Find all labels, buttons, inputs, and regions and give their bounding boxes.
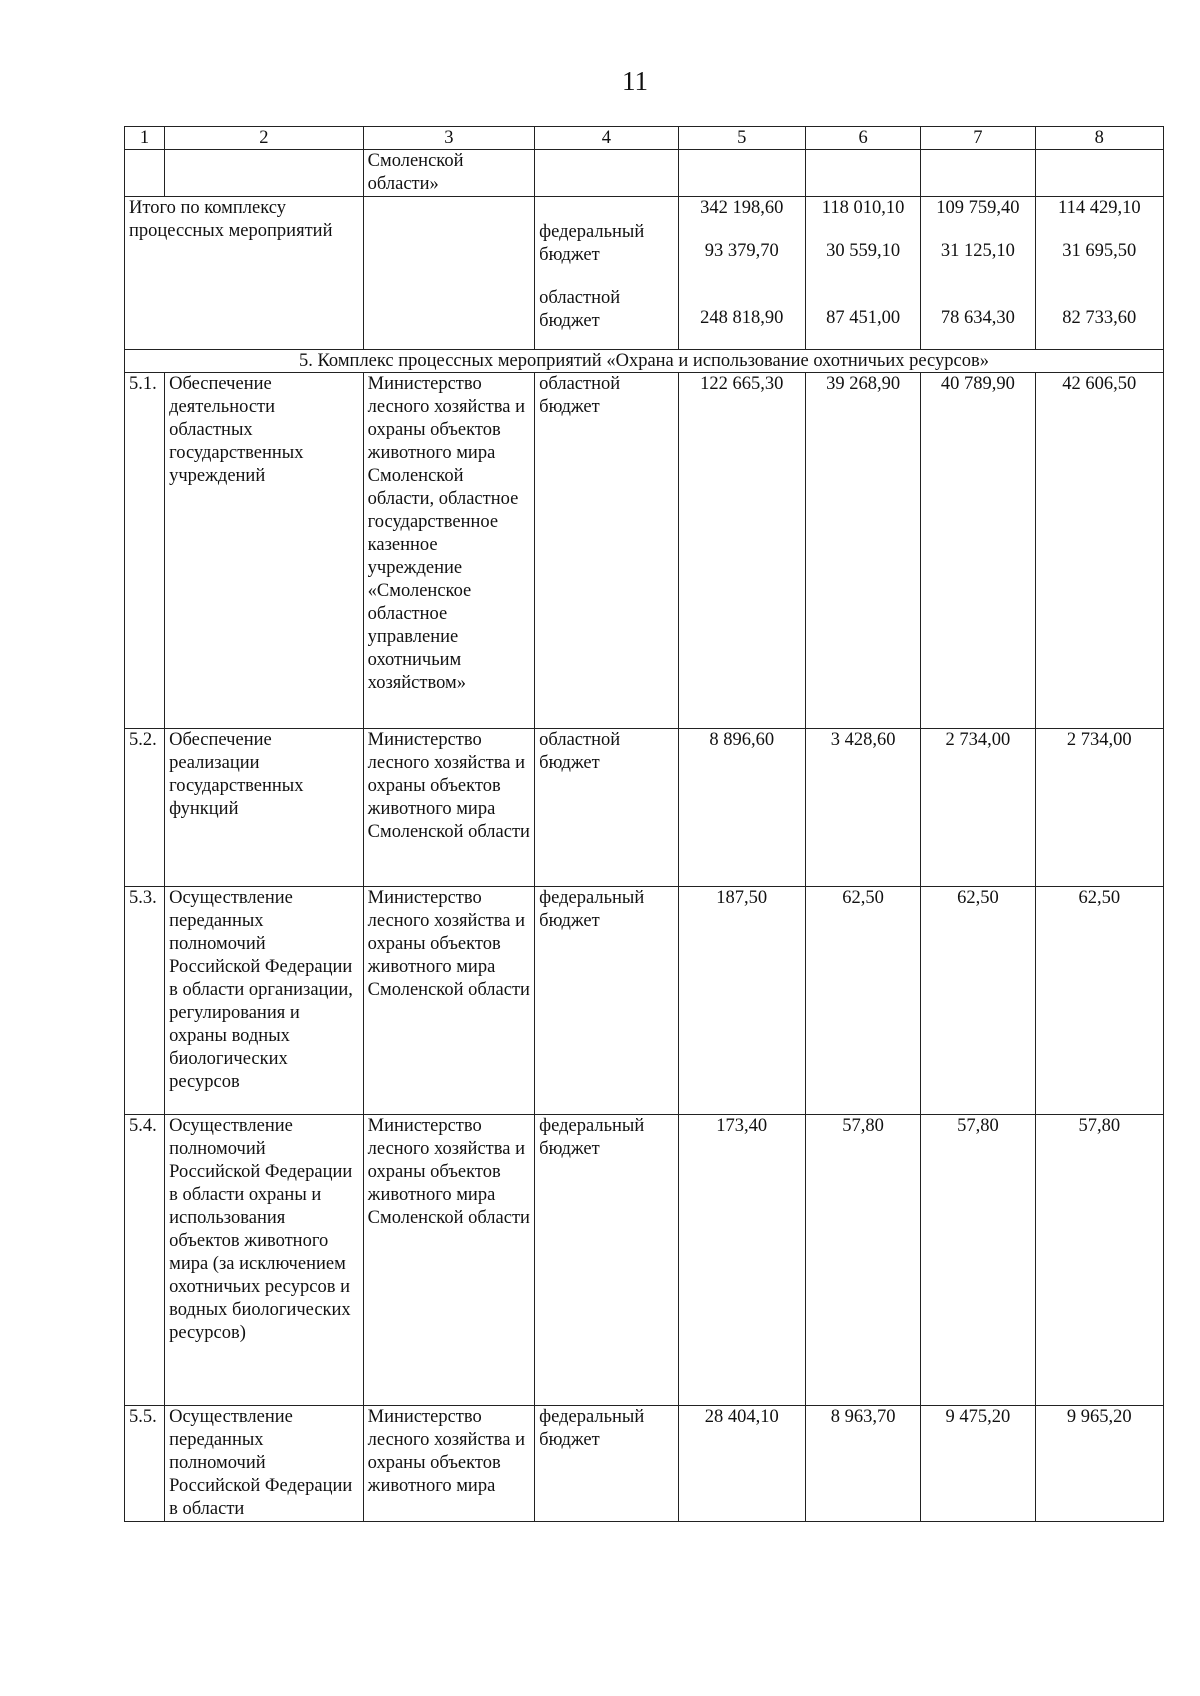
row-number: 5.2. bbox=[125, 729, 165, 887]
row-value: 62,50 bbox=[921, 887, 1035, 1115]
row-value: 2 734,00 bbox=[921, 729, 1035, 887]
row-executor: Министерство лесного хозяйства и охраны объектов животного мира Смоленской области, областное государственное казенное учреждение «Смоленское областное управление охотничьим хозяйством» bbox=[363, 373, 534, 729]
row-number: 5.5. bbox=[125, 1406, 165, 1522]
fed-value: 93 379,70 bbox=[704, 241, 779, 261]
row-number: 5.1. bbox=[125, 373, 165, 729]
table-row bbox=[125, 373, 1164, 729]
header-row bbox=[125, 127, 1164, 150]
fed-value: 30 559,10 bbox=[826, 241, 901, 261]
row-name: Осуществление переданных полномочий Российской Федерации в области организации, регулирования и охраны водных биологических ресурсов bbox=[165, 887, 364, 1115]
obl-value: 78 634,30 bbox=[940, 308, 1015, 328]
row-value: 9 475,20 bbox=[921, 1406, 1035, 1522]
budget-table bbox=[124, 126, 1164, 1522]
row-executor: Министерство лесного хозяйства и охраны объектов животного мира Смоленской области bbox=[363, 1115, 534, 1406]
row-number: 5.4. bbox=[125, 1115, 165, 1406]
fed-value: 31 695,50 bbox=[1062, 241, 1137, 261]
row-value: 187,50 bbox=[678, 887, 805, 1115]
row-value: 40 789,90 bbox=[921, 373, 1035, 729]
row-value: 62,50 bbox=[805, 887, 920, 1115]
page-number: 11 bbox=[622, 66, 648, 96]
fed-label: федеральный бюджет bbox=[539, 222, 645, 265]
header-cell: 4 bbox=[535, 127, 678, 150]
row-executor: Министерство лесного хозяйства и охраны объектов животного мира Смоленской области bbox=[363, 887, 534, 1115]
table-row bbox=[125, 887, 1164, 1115]
total-value: 118 010,10 bbox=[821, 198, 905, 218]
row-value: 42 606,50 bbox=[1035, 373, 1163, 729]
header-cell: 3 bbox=[363, 127, 534, 150]
total-value: 109 759,40 bbox=[936, 198, 1020, 218]
source-cell bbox=[535, 197, 678, 350]
row-source: федеральный бюджет bbox=[535, 1115, 678, 1406]
section-title: 5. Комплекс процессных мероприятий «Охрана и использование охотничьих ресурсов» bbox=[125, 350, 1164, 373]
row-value: 57,80 bbox=[805, 1115, 920, 1406]
row-name: Осуществление переданных полномочий Российской Федерации в области bbox=[165, 1406, 364, 1522]
row-source: федеральный бюджет bbox=[535, 1406, 678, 1522]
obl-value: 248 818,90 bbox=[700, 308, 784, 328]
obl-value: 82 733,60 bbox=[1062, 308, 1137, 328]
obl-label: областной бюджет bbox=[539, 288, 621, 331]
row-value: 62,50 bbox=[1035, 887, 1163, 1115]
row-value: 2 734,00 bbox=[1035, 729, 1163, 887]
table-row bbox=[125, 729, 1164, 887]
row-source: федеральный бюджет bbox=[535, 887, 678, 1115]
row-value: 9 965,20 bbox=[1035, 1406, 1163, 1522]
row-value: 173,40 bbox=[678, 1115, 805, 1406]
obl-value: 87 451,00 bbox=[826, 308, 901, 328]
row-source: областной бюджет bbox=[535, 373, 678, 729]
continuation-row bbox=[125, 150, 1164, 197]
row-name: Осуществление полномочий Российской Федерации в области охраны и использования объектов животного мира (за исключением охотничьих ресурсов и водных биологических ресурсов) bbox=[165, 1115, 364, 1406]
table-row bbox=[125, 1406, 1164, 1522]
total-value: 342 198,60 bbox=[700, 198, 784, 218]
header-cell: 2 bbox=[165, 127, 364, 150]
row-executor: Министерство лесного хозяйства и охраны объектов животного мира Смоленской области bbox=[363, 729, 534, 887]
row-name: Обеспечение деятельности областных государственных учреждений bbox=[165, 373, 364, 729]
row-executor: Министерство лесного хозяйства и охраны объектов животного мира bbox=[363, 1406, 534, 1522]
row-source: областной бюджет bbox=[535, 729, 678, 887]
row-name: Обеспечение реализации государственных функций bbox=[165, 729, 364, 887]
header-cell: 7 bbox=[921, 127, 1035, 150]
header-cell: 6 bbox=[805, 127, 920, 150]
header-cell: 1 bbox=[125, 127, 165, 150]
total-row bbox=[125, 197, 1164, 350]
row-number: 5.3. bbox=[125, 887, 165, 1115]
table-row bbox=[125, 1115, 1164, 1406]
row-value: 3 428,60 bbox=[805, 729, 920, 887]
fed-value: 31 125,10 bbox=[940, 241, 1015, 261]
executor-cell: Смоленской области» bbox=[363, 150, 534, 197]
section-row bbox=[125, 350, 1164, 373]
header-cell: 5 bbox=[678, 127, 805, 150]
header-cell: 8 bbox=[1035, 127, 1163, 150]
row-value: 57,80 bbox=[921, 1115, 1035, 1406]
row-value: 28 404,10 bbox=[678, 1406, 805, 1522]
total-label: Итого по комплексу процессных мероприятий bbox=[125, 197, 364, 350]
row-value: 57,80 bbox=[1035, 1115, 1163, 1406]
row-value: 8 963,70 bbox=[805, 1406, 920, 1522]
row-value: 8 896,60 bbox=[678, 729, 805, 887]
row-value: 39 268,90 bbox=[805, 373, 920, 729]
row-value: 122 665,30 bbox=[678, 373, 805, 729]
total-value: 114 429,10 bbox=[1058, 198, 1141, 218]
